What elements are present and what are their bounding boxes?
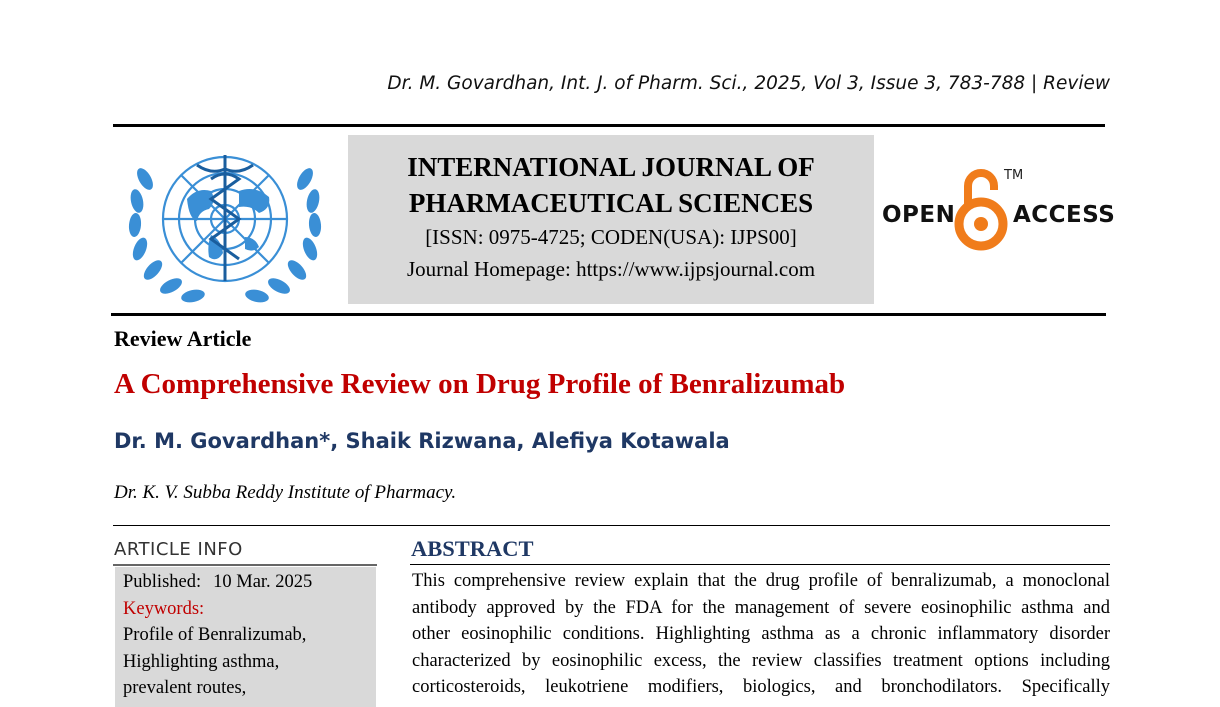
header-rule-top bbox=[113, 124, 1105, 127]
article-info-rule bbox=[113, 564, 377, 566]
journal-emblem-icon bbox=[127, 139, 323, 305]
journal-homepage: Journal Homepage: https://www.ijpsjournal.com bbox=[406, 257, 816, 281]
abstract-line: other eosinophilic conditions. Highlighting asthma as a chronic inflammatory disorder bbox=[412, 624, 1110, 644]
keyword-item: Highlighting asthma, bbox=[123, 651, 280, 672]
journal-title-box bbox=[348, 135, 874, 304]
abstract-line: corticosteroids, leukotriene modifiers, biologics, and bronchodilators. Specifically bbox=[412, 677, 1110, 697]
keyword-item: prevalent routes, bbox=[123, 678, 247, 698]
abstract-text bbox=[412, 568, 1110, 701]
journal-title-line1: INTERNATIONAL JOURNAL OF bbox=[407, 152, 815, 182]
article-info-box bbox=[115, 567, 376, 707]
header-rule-bottom bbox=[111, 313, 1106, 316]
journal-issn: [ISSN: 0975-4725; CODEN(USA): IJPS00] bbox=[425, 225, 797, 249]
published-row bbox=[123, 569, 368, 596]
article-affiliation: Dr. K. V. Subba Reddy Institute of Pharmacy. bbox=[114, 482, 457, 503]
published-date: 10 Mar. 2025 bbox=[213, 572, 313, 592]
abstract-rule bbox=[410, 564, 1110, 565]
article-title: A Comprehensive Review on Drug Profile of Benralizumab bbox=[114, 368, 846, 400]
article-type: Review Article bbox=[114, 326, 252, 351]
section-divider bbox=[113, 525, 1110, 526]
abstract-line: This comprehensive review explain that the drug profile of benralizumab, a monoclonal bbox=[412, 571, 1110, 591]
open-lock-icon bbox=[954, 166, 1008, 252]
open-access-open-text: OPEN bbox=[882, 202, 956, 228]
abstract-line: characterized by eosinophilic excess, the review classifies treatment options including bbox=[412, 650, 1110, 671]
article-info-heading: ARTICLE INFO bbox=[114, 539, 243, 560]
open-access-logo bbox=[880, 166, 1116, 252]
journal-title-line2: PHARMACEUTICAL SCIENCES bbox=[408, 188, 814, 218]
keywords-label: Keywords: bbox=[123, 598, 205, 619]
trademark-mark: TM bbox=[1004, 168, 1024, 183]
article-authors: Dr. M. Govardhan*, Shaik Rizwana, Alefiya Kotawala bbox=[114, 429, 730, 453]
published-label: Published: bbox=[123, 572, 202, 592]
open-access-access-text: ACCESS bbox=[1013, 202, 1116, 228]
keyword-item: Profile of Benralizumab, bbox=[123, 625, 307, 645]
abstract-line: antibody approved by the FDA for the management of severe eosinophilic asthma and bbox=[412, 597, 1110, 618]
abstract-heading: ABSTRACT bbox=[411, 536, 534, 561]
running-citation: Dr. M. Govardhan, Int. J. of Pharm. Sci., 2025, Vol 3, Issue 3, 783-788 | Review bbox=[387, 73, 1110, 94]
